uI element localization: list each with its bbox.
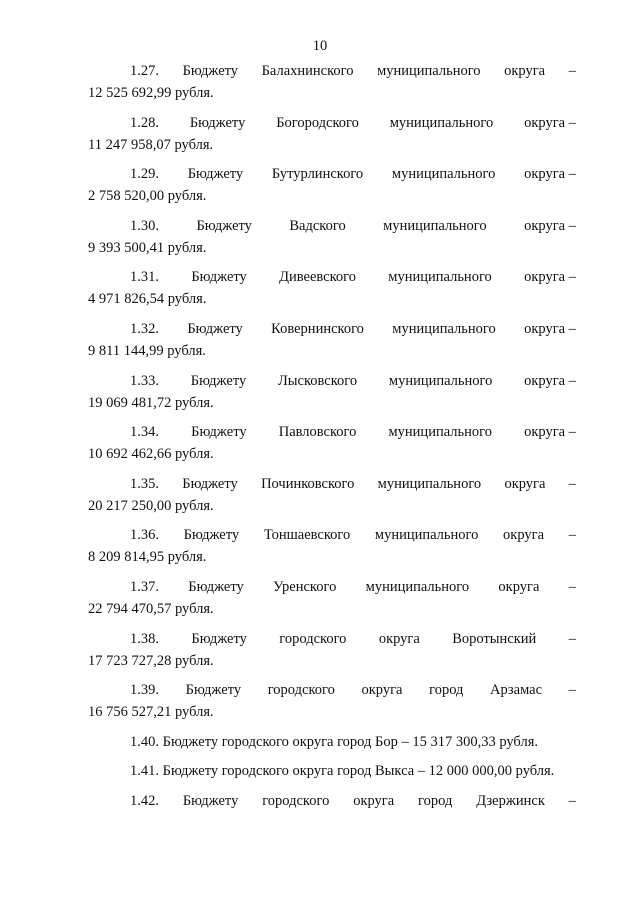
item-first-line [88,524,576,546]
item-word: Бюджету [182,475,238,492]
item-word: округа [361,682,403,699]
item-word: округа [498,578,540,595]
item-word: округа – [524,320,576,337]
item-first-line [88,163,576,185]
item-word: муниципального [388,269,492,286]
item-word: Бюджету [188,578,244,595]
item-amount: 11 247 958,07 рубля. [88,136,214,153]
item-word: муниципального [383,217,487,234]
item-number: 1.34. [130,424,159,441]
item-word: – [568,475,576,492]
budget-item [88,524,576,568]
item-word: – [568,578,576,595]
budget-item [88,215,576,259]
item-first-line [88,576,576,598]
item-first-line [88,112,576,134]
item-word: округа [503,527,545,544]
item-word: Бюджету [187,320,243,337]
item-word: округа – [524,424,576,441]
budget-item [88,576,576,620]
item-word: муниципального [392,320,496,337]
item-word: муниципального [377,63,481,79]
item-amount: 17 723 727,28 рубля. [88,652,214,669]
item-word: округа [378,630,420,647]
item-word: муниципального [365,578,470,595]
item-word: округа – [524,114,576,131]
item-word: округа – [524,372,576,389]
budget-item [88,318,576,362]
item-first-line [88,790,576,812]
item-word: Бюджету [182,63,239,79]
item-word: Бюджету [189,114,246,131]
item-word: Павловского [278,424,357,441]
item-word: Починковского [261,475,355,492]
item-number: 1.33. [130,372,159,389]
page-number: 10 [312,38,328,54]
item-first-line [88,421,576,443]
item-amount: 9 811 144,99 рубля. [88,342,206,359]
item-word: Бюджету [191,424,247,441]
item-word: город [418,792,453,809]
item-amount: 16 756 527,21 рубля. [88,704,214,721]
item-word: округа – [524,166,576,183]
budget-item-single-line: 1.40. Бюджету городского округа город Бор – 15 317 300,33 рубля. [130,733,538,750]
item-amount: 9 393 500,41 рубля. [88,239,207,256]
item-word: Балахнинского [261,63,354,79]
item-amount: 12 525 692,99 рубля. [88,85,214,101]
item-amount: 19 069 481,72 рубля. [88,394,214,411]
item-word: округа – [524,217,576,234]
item-word: округа [504,475,546,492]
item-number: 1.27. [130,63,159,79]
item-word: муниципального [391,166,496,183]
item-number: 1.38. [130,630,159,647]
item-first-line [88,473,576,495]
item-number: 1.35. [130,475,159,492]
item-number: 1.39. [130,682,159,699]
item-first-line [88,679,576,701]
item-word: Дивеевского [279,269,356,286]
item-word: Тоншаевского [263,527,351,544]
item-number: 1.42. [130,792,159,809]
budget-item [88,112,576,156]
item-word: Бюджету [183,527,240,544]
item-number: 1.30. [130,217,159,234]
item-word: Вадского [289,217,346,234]
item-word: муниципального [377,475,482,492]
item-number: 1.31. [130,269,159,286]
item-amount: 8 209 814,95 рубля. [88,549,207,566]
budget-item [88,266,576,310]
item-word: муниципального [388,372,493,389]
item-word: муниципального [389,114,494,131]
item-number: 1.37. [130,578,159,595]
budget-item [88,163,576,207]
budget-item-single-line: 1.41. Бюджету городского округа город Выкса – 12 000 000,00 рубля. [130,763,555,780]
item-word: муниципального [374,527,479,544]
item-word: Бюджету [187,166,244,183]
item-number: 1.28. [130,114,159,131]
budget-item [88,473,576,517]
item-word: Бюджету [191,630,247,647]
budget-item [88,370,576,414]
item-word: Дзержинск [476,792,545,809]
item-word: Ковернинского [271,320,364,337]
item-first-line [88,318,576,340]
item-word: округа [504,63,546,79]
item-number: 1.36. [130,527,159,544]
document-body [88,60,576,812]
item-word: Арзамас [490,682,543,699]
item-first-line [88,60,576,82]
item-word: Бутурлинского [271,166,364,183]
item-word: округа [353,792,395,809]
item-word: Бюджету [196,217,252,234]
item-word: Бюджету [190,372,247,389]
budget-item [88,60,576,104]
single-line-items [88,731,576,783]
budget-item [88,421,576,465]
budget-items-list [88,60,576,723]
item-word: муниципального [388,424,492,441]
item-word: город [429,682,464,699]
item-word: округа – [524,269,576,286]
item-word: Бюджету [185,682,242,699]
item-word: Бюджету [182,792,239,809]
budget-item [88,628,576,672]
item-amount: 20 217 250,00 рубля. [88,497,214,514]
item-amount: 4 971 826,54 рубля. [88,291,207,308]
item-first-line [88,370,576,392]
item-word: городского [262,792,330,809]
item-word: Бюджету [191,269,247,286]
item-amount: 22 794 470,57 рубля. [88,600,214,617]
item-word: – [568,63,576,79]
item-amount: 10 692 462,66 рубля. [88,446,214,463]
item-word: городского [279,630,347,647]
item-word: Богородского [276,114,359,131]
item-first-line [88,215,576,237]
item-number: 1.29. [130,166,159,183]
item-word: – [568,792,576,809]
budget-item [88,679,576,723]
item-number: 1.32. [130,320,159,337]
item-word: Уренского [273,578,337,595]
item-first-line [88,628,576,650]
item-word: Лысковского [277,372,358,389]
item-word: – [568,630,576,647]
item-word: Воротынский [452,630,537,647]
item-first-line [88,266,576,288]
item-amount: 2 758 520,00 рубля. [88,188,207,205]
item-word: – [568,682,576,699]
item-word: – [568,527,576,544]
last-item [88,790,576,812]
item-word: городского [267,682,335,699]
